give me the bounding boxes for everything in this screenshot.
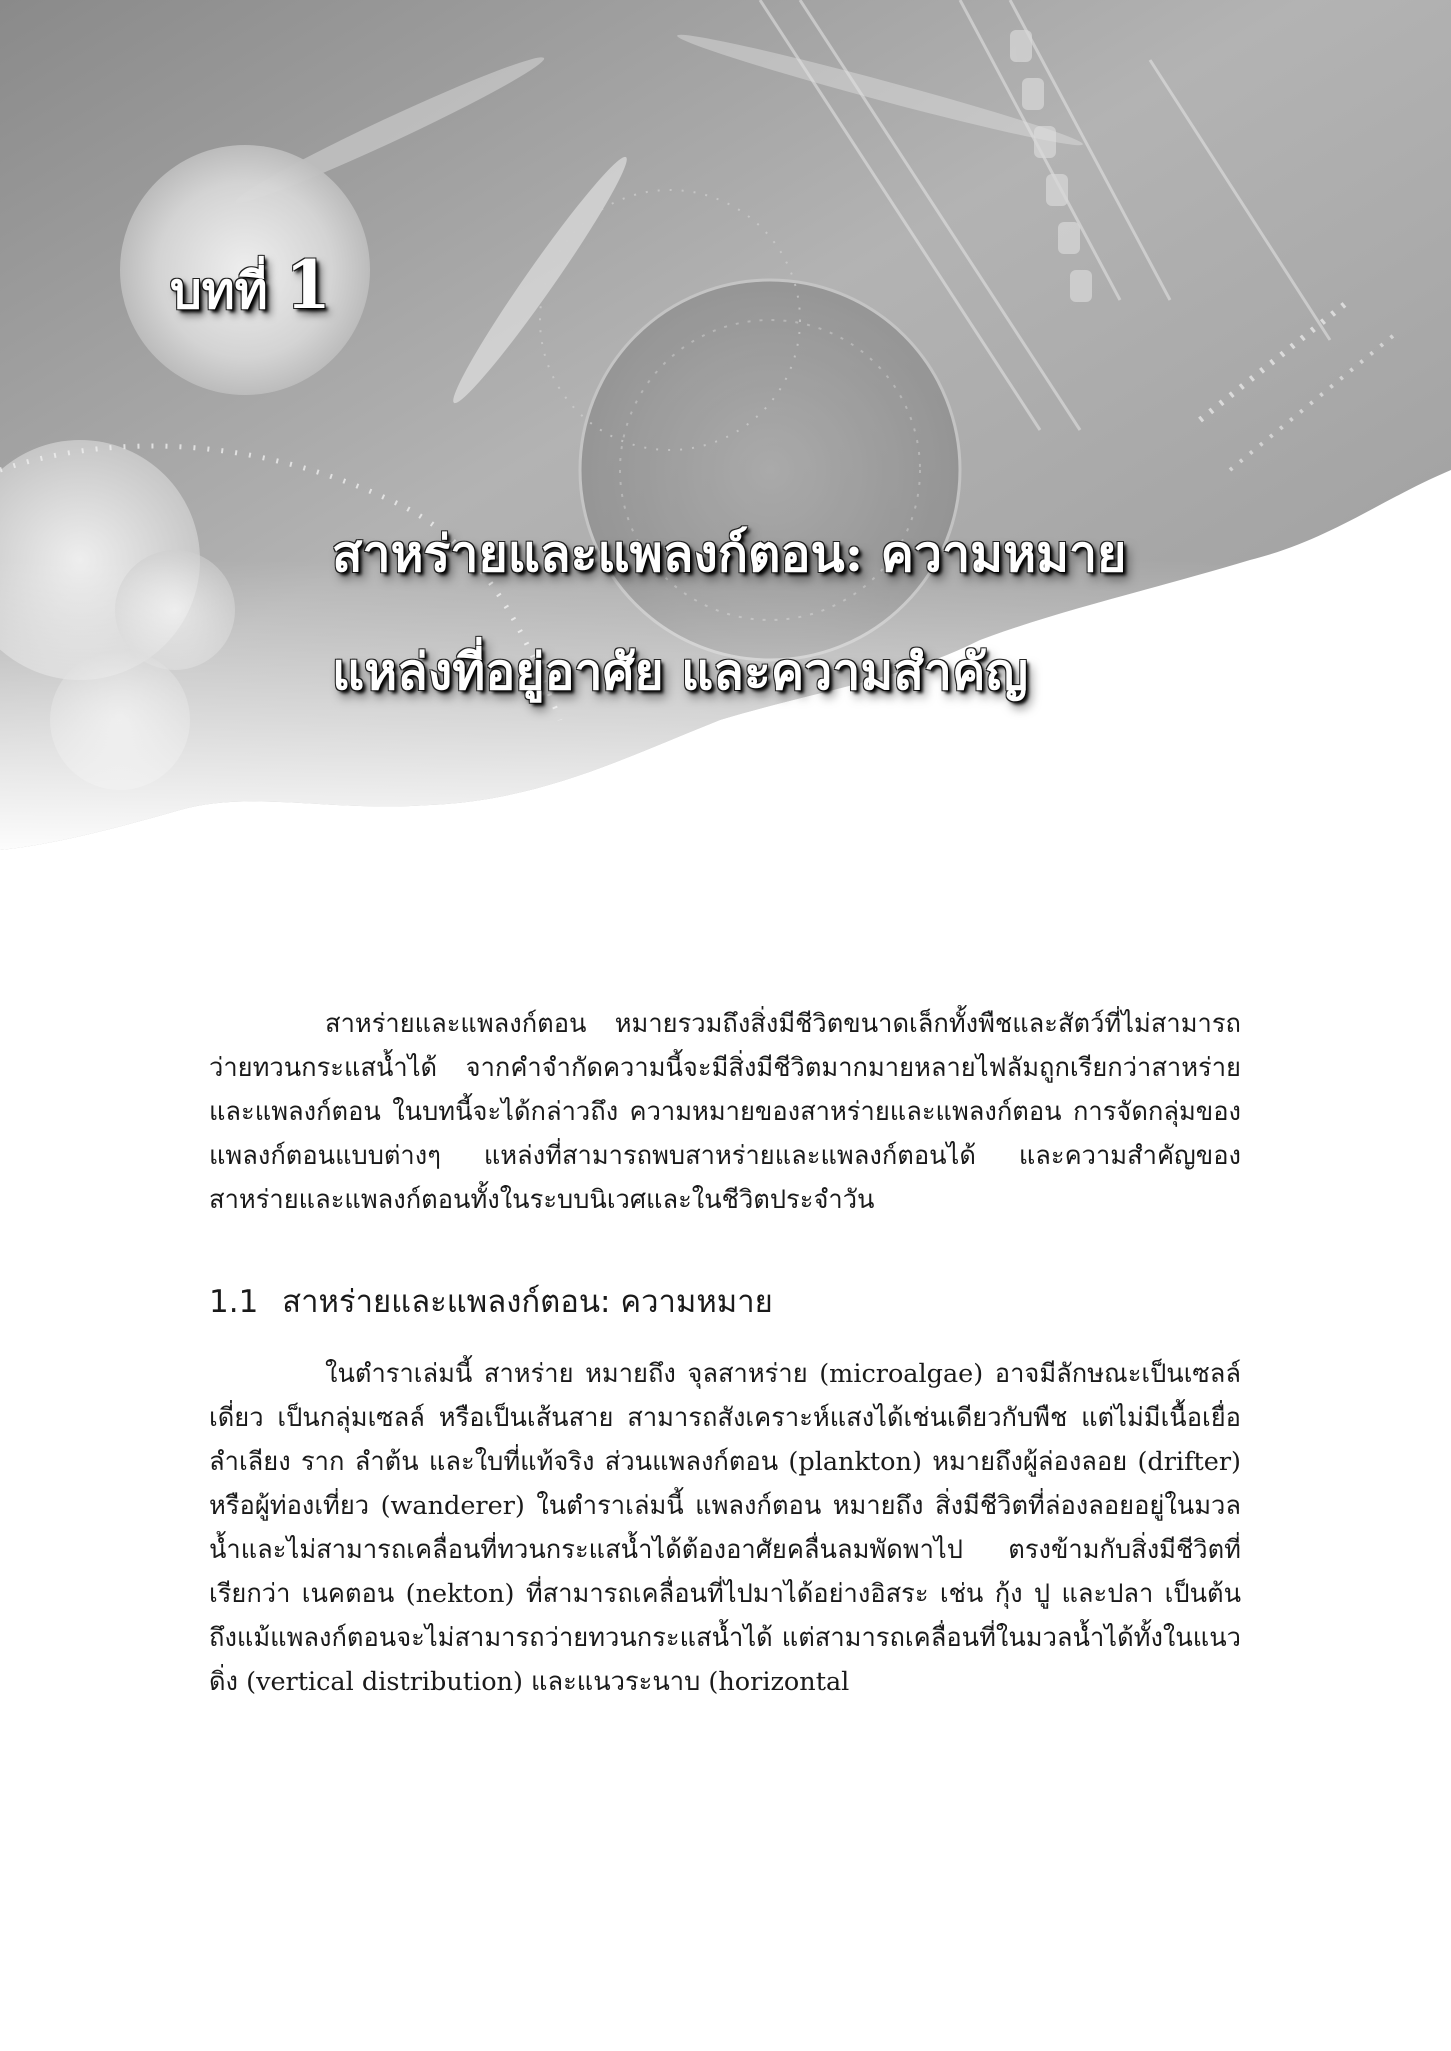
chapter-label: [170, 246, 332, 324]
section-paragraph: ในตำราเล่มนี้ สาหร่าย หมายถึง จุลสาหร่าย (microalgae) อาจมีลักษณะเป็นเซลล์เดี่ยว เป็นกลุ่มเซลล์ หรือเป็นเส้นสาย สามารถสังเคราะห์แสงได้เช่นเดียวกับพืช แต่ไม่มีเนื้อเยื่อลำเลียง ราก ลำต้น และใบที่แท้จริง ส่วนแพลงก์ตอน (plankton) หมายถึงผู้ล่องลอย (drifter) หรือผู้ท่องเที่ยว (wanderer) ในตำราเล่มนี้ แพลงก์ตอน หมายถึง สิ่งมีชีวิตที่ล่องลอยอยู่ในมวลน้ำและไม่สามารถเคลื่อนที่ทวนกระแสน้ำได้ต้องอาศัยคลื่นลมพัดพาไป ตรงข้ามกับสิ่งมีชีวิตที่เรียกว่า เนคตอน (nekton) ที่สามารถเคลื่อนที่ไปมาได้อย่างอิสระ เช่น กุ้ง ปู และปลา เป็นต้น ถึงแม้แพลงก์ตอนจะไม่สามารถว่ายทวนกระแสน้ำได้ แต่สามารถเคลื่อนที่ในมวลน้ำได้ทั้งในแนวดิ่ง (vertical distribution) และแนวระนาบ (horizontal: [209, 1359, 1241, 1697]
chapter-title-line-2: แหล่งที่อยู่อาศัย และความสำคัญ: [332, 642, 1028, 701]
chapter-title-line-1: สาหร่ายและแพลงก์ตอน: ความหมาย: [332, 524, 1127, 583]
body-content: [209, 1002, 1241, 1704]
section-title: สาหร่ายและแพลงก์ตอน: ความหมาย: [282, 1284, 773, 1320]
chapter-label-text: บทที่: [170, 261, 268, 320]
section-heading: [209, 1280, 1241, 1324]
chapter-number: 1: [285, 246, 332, 324]
chapter-title: [332, 495, 1412, 731]
section-number: 1.1: [209, 1284, 259, 1320]
intro-paragraph: สาหร่ายและแพลงก์ตอน หมายรวมถึงสิ่งมีชีวิตขนาดเล็กทั้งพืชและสัตว์ที่ไม่สามารถว่ายทวนกระแสน้ำได้ จากคำจำกัดความนี้จะมีสิ่งมีชีวิตมากมายหลายไฟลัมถูกเรียกว่าสาหร่ายและแพลงก์ตอน ในบทนี้จะได้กล่าวถึง ความหมายของสาหร่ายและแพลงก์ตอน การจัดกลุ่มของแพลงก์ตอนแบบต่างๆ แหล่งที่สามารถพบสาหร่ายและแพลงก์ตอนได้ และความสำคัญของสาหร่ายและแพลงก์ตอนทั้งในระบบนิเวศและในชีวิตประจำวัน: [209, 1009, 1241, 1215]
plankton-banner-image: [0, 0, 1451, 860]
